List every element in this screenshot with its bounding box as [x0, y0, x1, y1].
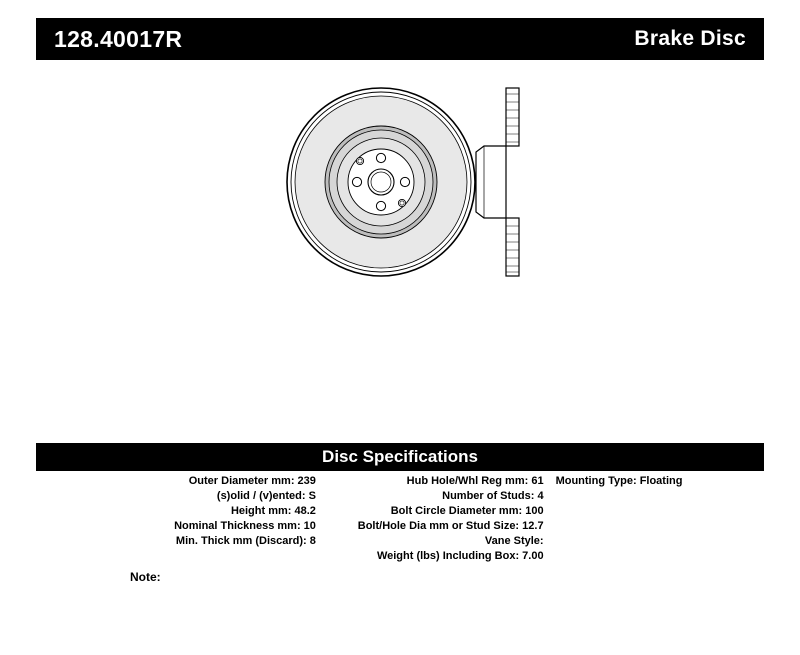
spec-item: (s)olid / (v)ented: S	[216, 490, 316, 502]
spec-item: Weight (lbs) Including Box: 7.00	[376, 550, 544, 562]
spec-item: Hub Hole/Whl Reg mm: 61	[406, 475, 544, 487]
rotor-face-view	[287, 88, 475, 276]
spec-item: Height mm: 48.2	[230, 505, 316, 517]
disc-specifications-header	[36, 443, 764, 471]
spec-item: Outer Diameter mm: 239	[188, 475, 316, 487]
spec-item: Nominal Thickness mm: 10	[174, 520, 316, 532]
spec-item: Bolt/Hole Dia mm or Stud Size: 12.7	[357, 520, 544, 532]
spec-item: Min. Thick mm (Discard): 8	[175, 535, 316, 547]
spec-item: Number of Studs: 4	[442, 490, 544, 502]
technical-drawing	[36, 72, 764, 422]
part-number: 128.40017R	[54, 25, 183, 52]
note-label: Note:	[130, 570, 161, 584]
spec-item: Bolt Circle Diameter mm: 100	[390, 505, 544, 517]
spec-column-middle	[320, 474, 546, 564]
spec-item: Vane Style:	[484, 535, 544, 547]
disc-specifications-body	[36, 474, 764, 564]
header-bar	[36, 18, 764, 60]
spec-item: Mounting Type: Floating	[555, 475, 683, 487]
spec-column-right	[546, 474, 764, 564]
rotor-edge-view	[476, 88, 519, 276]
note-section	[130, 570, 161, 584]
spec-column-left	[36, 474, 320, 564]
spec-title: Disc Specifications	[322, 447, 478, 466]
product-type: Brake Disc	[634, 27, 746, 50]
